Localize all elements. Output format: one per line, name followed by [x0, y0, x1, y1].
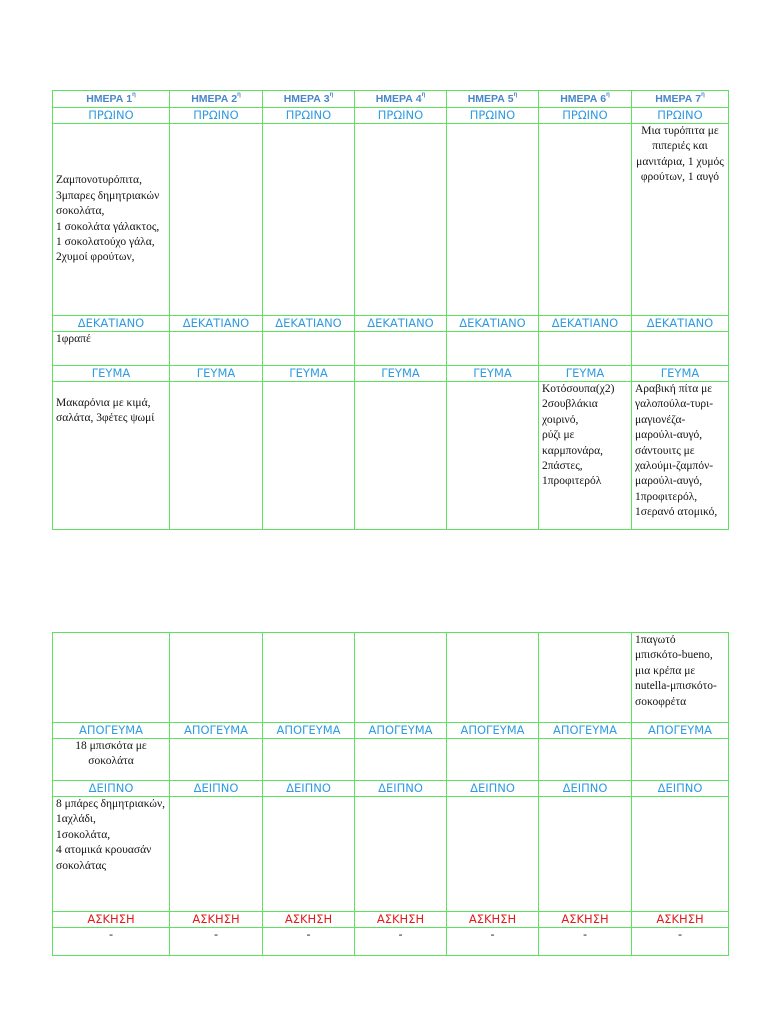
meal-cell — [355, 633, 447, 723]
breakfast-row — [53, 124, 729, 316]
meal-cell: Κοτόσουπα(χ2) 2σουβλάκια χοιρινό, ρύζι με καρμπονάρα, 2πάστες, 1προφιτερόλ — [539, 382, 632, 530]
meal-label: ΑΠΟΓΕΥΜΑ — [355, 723, 447, 739]
exercise-cell: - — [539, 928, 632, 956]
meal-cell — [170, 332, 263, 366]
meal-label: ΔΕΚΑΤΙΑΝΟ — [632, 316, 729, 332]
exercise-cell: - — [632, 928, 729, 956]
meal-label: ΓΕΥΜΑ — [355, 366, 447, 382]
meal-cell — [447, 332, 539, 366]
meal-cell — [53, 633, 170, 723]
meal-label: ΔΕΚΑΤΙΑΝΟ — [263, 316, 355, 332]
meal-cell: Μια τυρόπιτα με πιπεριές και μανιτάρια, 1 χυμός φρούτων, 1 αυγό — [632, 124, 729, 316]
meal-cell — [632, 739, 729, 781]
meal-label: ΠΡΩΙΝΟ — [447, 108, 539, 124]
meal-cell — [355, 124, 447, 316]
meal-cell — [170, 797, 263, 912]
day-header: ΗΜΕΡΑ $7^\eta$ — [632, 91, 729, 108]
meal-label: ΠΡΩΙΝΟ — [539, 108, 632, 124]
meal-label: ΠΡΩΙΝΟ — [263, 108, 355, 124]
exercise-label: ΑΣΚΗΣΗ — [263, 912, 355, 928]
exercise-label: ΑΣΚΗΣΗ — [53, 912, 170, 928]
dinner-label-row — [53, 781, 729, 797]
continued-row — [53, 633, 729, 723]
meal-cell — [539, 332, 632, 366]
meal-label: ΓΕΥΜΑ — [632, 366, 729, 382]
meal-cell — [355, 332, 447, 366]
meal-cell — [539, 633, 632, 723]
day-header: ΗΜΕΡΑ $3^\eta$ — [263, 91, 355, 108]
meal-cell: 1παγωτό μπισκότο-bueno, μια κρέπα με nutella-μπισκότο-σοκοφρέτα — [632, 633, 729, 723]
meal-label: ΔΕΙΠΝΟ — [355, 781, 447, 797]
meal-cell — [263, 797, 355, 912]
meal-label: ΔΕΙΠΝΟ — [53, 781, 170, 797]
meal-cell — [170, 739, 263, 781]
meal-label: ΠΡΩΙΝΟ — [53, 108, 170, 124]
meal-label: ΔΕΙΠΝΟ — [539, 781, 632, 797]
meal-cell: Μακαρόνια με κιμά, σαλάτα, 3φέτες ψωμί — [53, 382, 170, 530]
exercise-label: ΑΣΚΗΣΗ — [447, 912, 539, 928]
snack-row — [53, 332, 729, 366]
meal-label: ΔΕΙΠΝΟ — [170, 781, 263, 797]
day-header: ΗΜΕΡΑ $2^\eta$ — [170, 91, 263, 108]
exercise-cell: - — [53, 928, 170, 956]
meal-cell — [632, 797, 729, 912]
meal-cell — [447, 739, 539, 781]
exercise-label: ΑΣΚΗΣΗ — [539, 912, 632, 928]
meal-cell — [447, 382, 539, 530]
day-header: ΗΜΕΡΑ $6^\eta$ — [539, 91, 632, 108]
meal-label: ΓΕΥΜΑ — [539, 366, 632, 382]
day-header: ΗΜΕΡΑ $5^\eta$ — [447, 91, 539, 108]
meal-cell — [263, 633, 355, 723]
meal-label: ΠΡΩΙΝΟ — [632, 108, 729, 124]
lunch-row — [53, 382, 729, 530]
meal-cell — [263, 739, 355, 781]
meal-cell — [170, 124, 263, 316]
meal-label: ΔΕΚΑΤΙΑΝΟ — [539, 316, 632, 332]
meal-label: ΔΕΚΑΤΙΑΝΟ — [355, 316, 447, 332]
meal-cell: 8 μπάρες δημητριακών, 1αχλάδι, 1σοκολάτα, 4 ατομικά κρουασάν σοκολάτας — [53, 797, 170, 912]
exercise-label: ΑΣΚΗΣΗ — [355, 912, 447, 928]
breakfast-label-row — [53, 108, 729, 124]
meal-label: ΑΠΟΓΕΥΜΑ — [447, 723, 539, 739]
meal-label: ΔΕΙΠΝΟ — [447, 781, 539, 797]
day-header-row — [53, 91, 729, 108]
meal-label: ΑΠΟΓΕΥΜΑ — [170, 723, 263, 739]
meal-cell — [263, 124, 355, 316]
meal-label: ΑΠΟΓΕΥΜΑ — [539, 723, 632, 739]
meal-label: ΔΕΙΠΝΟ — [632, 781, 729, 797]
meal-label: ΠΡΩΙΝΟ — [355, 108, 447, 124]
meal-cell — [447, 124, 539, 316]
meal-cell — [539, 739, 632, 781]
meal-label: ΠΡΩΙΝΟ — [170, 108, 263, 124]
meal-label: ΑΠΟΓΕΥΜΑ — [53, 723, 170, 739]
meal-cell: 1φραπέ — [53, 332, 170, 366]
exercise-label: ΑΣΚΗΣΗ — [170, 912, 263, 928]
afternoon-label-row — [53, 723, 729, 739]
meal-label: ΔΕΙΠΝΟ — [263, 781, 355, 797]
meal-cell — [539, 124, 632, 316]
meal-label: ΔΕΚΑΤΙΑΝΟ — [447, 316, 539, 332]
meal-cell — [355, 382, 447, 530]
meal-label: ΔΕΚΑΤΙΑΝΟ — [53, 316, 170, 332]
day-header: ΗΜΕΡΑ $1^\eta$ — [53, 91, 170, 108]
meal-cell — [539, 797, 632, 912]
afternoon-row — [53, 739, 729, 781]
meal-cell: 18 μπισκότα με σοκολάτα — [53, 739, 170, 781]
meal-label: ΔΕΚΑΤΙΑΝΟ — [170, 316, 263, 332]
meal-cell — [355, 739, 447, 781]
meal-cell — [170, 382, 263, 530]
meal-label: ΓΕΥΜΑ — [170, 366, 263, 382]
snack-label-row — [53, 316, 729, 332]
exercise-cell: - — [447, 928, 539, 956]
meal-plan-table-bottom — [52, 632, 729, 956]
exercise-cell: - — [263, 928, 355, 956]
dinner-row — [53, 797, 729, 912]
meal-label: ΓΕΥΜΑ — [53, 366, 170, 382]
day-header: ΗΜΕΡΑ $4^\eta$ — [355, 91, 447, 108]
meal-cell: Αραβική πίτα με γαλοπούλα-τυρι-μαγιονέζα-μαρούλι-αυγό, σάντουιτς με χαλούμι-ζαμπόν-μαρούλι-αυγό, 1προφιτερόλ, 1σερανό ατομικό, — [632, 382, 729, 530]
exercise-cell: - — [170, 928, 263, 956]
meal-cell — [263, 382, 355, 530]
meal-plan-table-top — [52, 90, 729, 530]
meal-cell: Ζαμπονοτυρόπιτα, 3μπαρες δημητριακών σοκολάτα, 1 σοκολάτα γάλακτος, 1 σοκολατούχο γάλα, 2χυμοί φρούτων, — [53, 124, 170, 316]
exercise-label-row — [53, 912, 729, 928]
exercise-label: ΑΣΚΗΣΗ — [632, 912, 729, 928]
meal-cell — [170, 633, 263, 723]
meal-label: ΓΕΥΜΑ — [263, 366, 355, 382]
meal-label: ΑΠΟΓΕΥΜΑ — [632, 723, 729, 739]
lunch-label-row — [53, 366, 729, 382]
exercise-cell: - — [355, 928, 447, 956]
meal-cell — [263, 332, 355, 366]
meal-cell — [447, 797, 539, 912]
meal-cell — [632, 332, 729, 366]
meal-label: ΑΠΟΓΕΥΜΑ — [263, 723, 355, 739]
meal-cell — [447, 633, 539, 723]
exercise-row — [53, 928, 729, 956]
meal-label: ΓΕΥΜΑ — [447, 366, 539, 382]
meal-cell — [355, 797, 447, 912]
